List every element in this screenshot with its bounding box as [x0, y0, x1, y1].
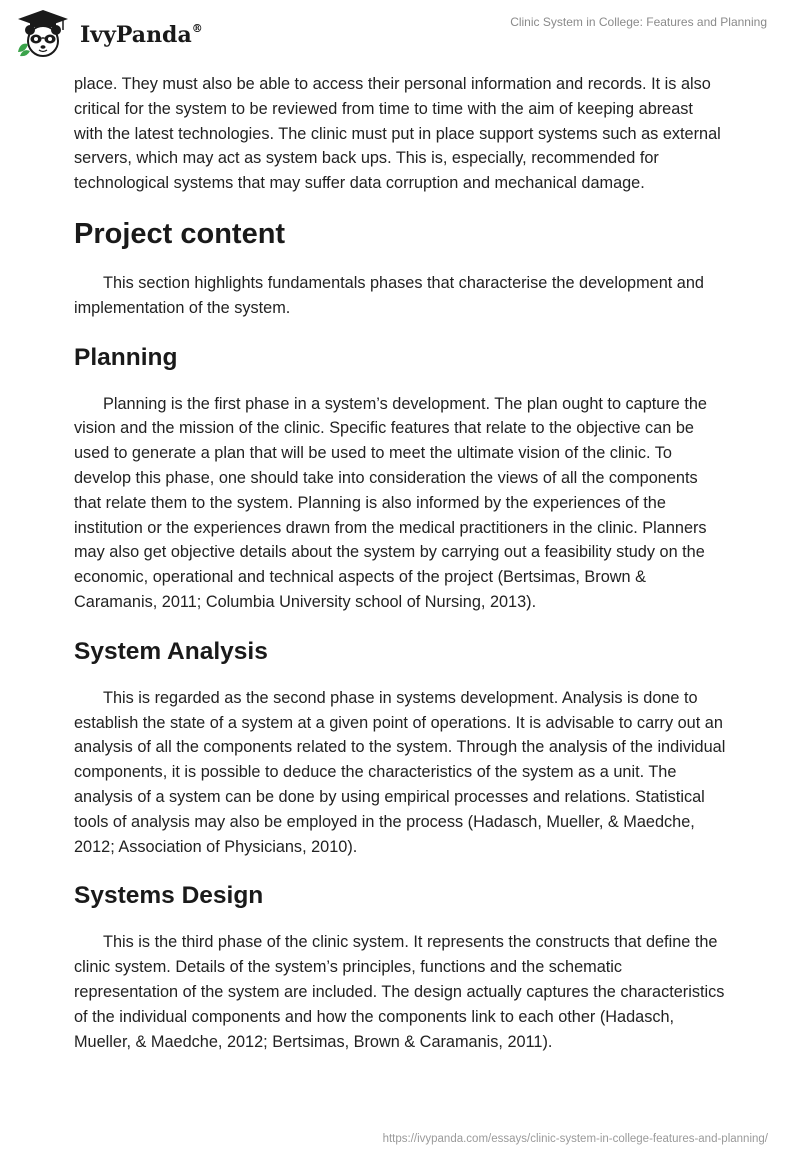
brand-name: IvyPanda®: [80, 21, 203, 48]
heading-system-analysis: System Analysis: [74, 637, 268, 665]
paragraph-planning: Planning is the first phase in a system’s development. The plan ought to capture the vision and the mission of the clinic. Specific features that relate to the objective can be used to generate a plan that will be used to meet the ultimate vision of the clinic. To develop this phase, one should take into consideration the views of all the components that relate them to the system. Planning is also informed by the experiences of the institution or the experiences drawn from the medical practitioners in the clinic. Planners may also get objective details about the system by carrying out a feasibility study on the economic, operational and technical aspects of the project (Bertsimas, Brown & Caramanis, 2011; Columbia University school of Nursing, 2013).: [74, 394, 707, 611]
paragraph-system-analysis: This is regarded as the second phase in systems development. Analysis is done to establish the state of a system at a given point of operations. It is advisable to carry out an analysis of all the components related to the system. Through the analysis of the individual components, it is possible to deduce the characteristics of the system as a unit. The analysis of a system can be done by using empirical processes and relations. Statistical tools of analysis may also be employed in the process (Hadasch, Mueller, & Maedche, 2012; Association of Physicians, 2010).: [74, 688, 726, 856]
source-url-link[interactable]: https://ivypanda.com/essays/clinic-system-in-college-features-and-planning/: [382, 1133, 768, 1145]
heading-systems-design: Systems Design: [74, 882, 264, 910]
paragraph-project-content: This section highlights fundamentals phases that characterise the development and implementation of the system.: [74, 273, 704, 317]
paragraph-systems-design: This is the third phase of the clinic system. It represents the constructs that define the clinic system. Details of the system’s principles, functions and the schematic representation of the system are included. The design actually captures the characteristics of the individual components and how the components link to each other (Hadasch, Mueller, & Maedche, 2012; Bertsimas, Brown & Caramanis, 2011).: [74, 933, 725, 1051]
heading-project-content: Project content: [74, 217, 286, 250]
heading-planning: Planning: [74, 343, 178, 371]
ivypanda-logo[interactable]: [14, 8, 204, 60]
essay-body: [74, 72, 726, 1054]
running-title: Clinic System in College: Features and Planning: [510, 15, 767, 29]
intro-paragraph: place. They must also be able to access their personal information and records. It is also critical for the system to be reviewed from time to time with the aim of keeping abreast with the latest technologies. The clinic must put in place support systems such as external servers, which may act as system back ups. This is, especially, recommended for technological systems that may suffer data corruption and mechanical damage.: [74, 75, 721, 193]
page-header: [0, 0, 800, 70]
panda-graduate-icon: [14, 8, 72, 60]
